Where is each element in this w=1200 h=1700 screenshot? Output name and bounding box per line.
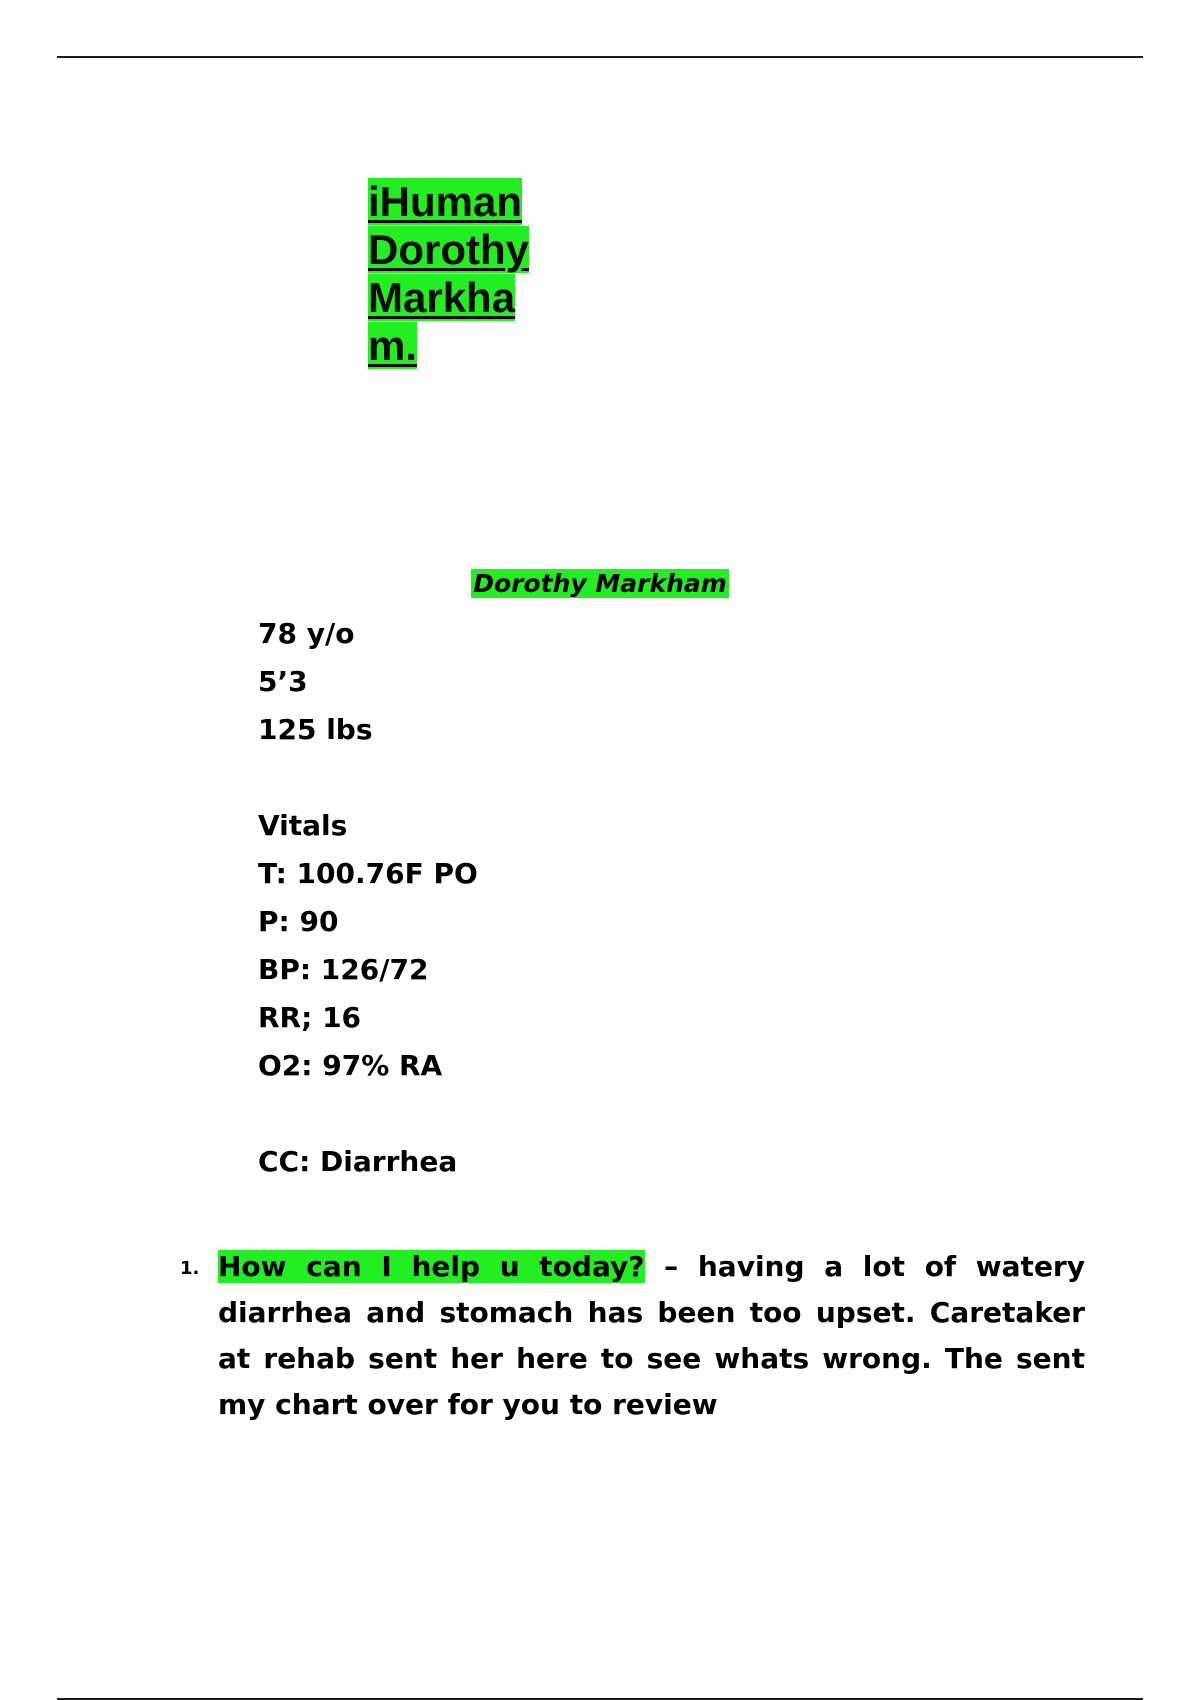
document-title (368, 178, 588, 370)
header-rule (57, 56, 1143, 58)
vitals-heading: Vitals (258, 809, 348, 842)
title-line-4: m. (368, 322, 418, 369)
patient-age: 78 y/o (258, 617, 355, 650)
title-line-2: Dorothy (368, 226, 529, 273)
spacer (258, 1090, 478, 1138)
patient-name: Dorothy Markham (473, 569, 727, 598)
question-body (218, 1244, 1085, 1428)
question-text: How can I help u today? (218, 1250, 645, 1283)
patient-info (258, 610, 478, 1186)
chief-complaint: CC: Diarrhea (258, 1145, 458, 1178)
vital-pulse: P: 90 (258, 905, 339, 938)
question-item (180, 1244, 1085, 1428)
patient-height: 5’3 (258, 665, 308, 698)
answer-text: – having a lot of watery diarrhea and stomach has been too upset. Caretaker at rehab sent her here to see whats wrong. The sent my chart over for you to review (218, 1250, 1085, 1421)
vital-blood-pressure: BP: 126/72 (258, 953, 429, 986)
question-number: 1. (180, 1258, 200, 1279)
patient-name-heading (0, 564, 1200, 604)
title-line-3: Markha (368, 274, 516, 321)
title-line-1: iHuman (368, 178, 523, 225)
patient-weight: 125 lbs (258, 713, 373, 746)
spacer (258, 754, 478, 802)
vital-respiratory-rate: RR; 16 (258, 1001, 362, 1034)
vital-oxygen: O2: 97% RA (258, 1049, 443, 1082)
vital-temperature: T: 100.76F PO (258, 857, 478, 890)
